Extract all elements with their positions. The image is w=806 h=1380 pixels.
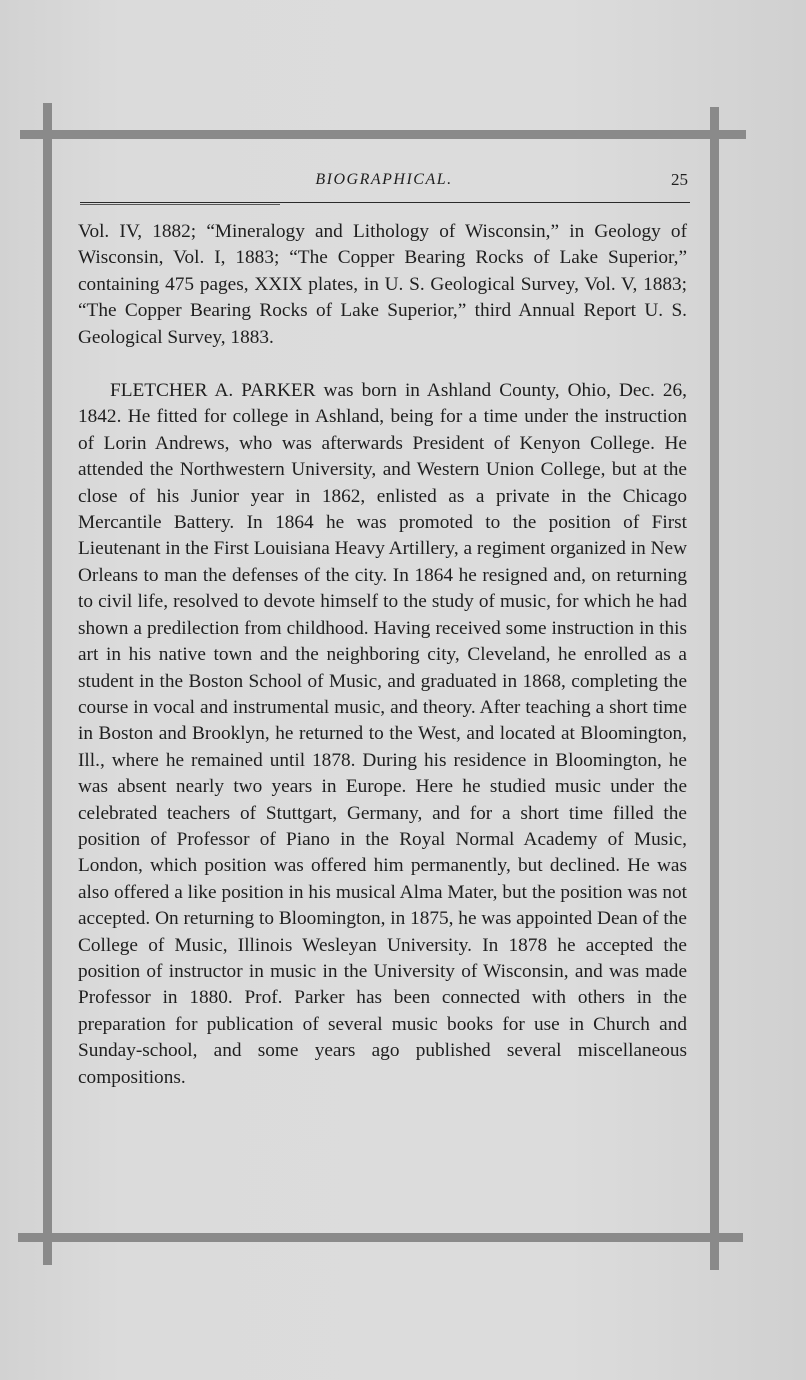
frame-bottom-bar <box>18 1233 743 1242</box>
header-rule-double <box>80 204 280 205</box>
running-head: BIOGRAPHICAL. <box>315 171 453 188</box>
frame-left-bar <box>43 103 52 1265</box>
paragraph-continued: Vol. IV, 1882; “Mineralogy and Lithology of Wisconsin,” in Geology of Wisconsin, Vol. I, 1883; “The Copper Bearing Rocks of Lake Superior,” containing 475 pages, XXIX plates, in U. S. Geological Survey, Vol. V, 1883; “The Copper Bearing Rocks of Lake Superior,” third Annual Report U. S. Geological Survey, 1883. <box>78 221 687 348</box>
page-number: 25 <box>671 170 688 189</box>
page-header <box>78 168 690 208</box>
header-rule <box>80 202 690 203</box>
paragraph-parker-biography: FLETCHER A. PARKER was born in Ashland County, Ohio, Dec. 26, 1842. He fitted for college in Ashland, being for a time under the instruction of Lorin Andrews, who was afterwards President of Kenyon College. He attended the Northwestern University, and Western Union College, but at the close of his Junior year in 1862, enlisted as a private in the Chicago Mercantile Battery. In 1864 he was promoted to the position of First Lieutenant in the First Louisiana Heavy Artillery, a regiment organized in New Orleans to man the defenses of the city. In 1864 he resigned and, on returning to civil life, resolved to devote himself to the study of music, for which he had shown a predilection from childhood. Having received some instruction in this art in his native town and the neighboring city, Cleveland, he enrolled as a student in the Boston School of Music, and graduated in 1868, completing the course in vocal and instrumental music, and theory. After teaching a short time in Boston and Brooklyn, he returned to the West, and located at Bloomington, Ill., where he remained until 1878. During his residence in Bloomington, he was absent nearly two years in Europe. Here he studied music under the celebrated teachers of Stuttgart, Germany, and for a short time filled the position of Professor of Piano in the Royal Normal Academy of Music, London, which position was offered him permanently, but declined. He was also offered a like position in his musical Alma Mater, but the position was not accepted. On returning to Bloomington, in 1875, he was appointed Dean of the College of Music, Illinois Wesleyan University. In 1878 he accepted the position of instructor in music in the University of Wisconsin, and was made Professor in 1880. Prof. Parker has been connected with others in the preparation for publication of several music books for use in Church and Sunday-school, and some years ago published several miscellaneous compositions. <box>78 380 687 1088</box>
frame-top-bar <box>20 130 746 139</box>
body-text <box>78 219 687 1091</box>
frame-right-bar <box>710 107 719 1270</box>
